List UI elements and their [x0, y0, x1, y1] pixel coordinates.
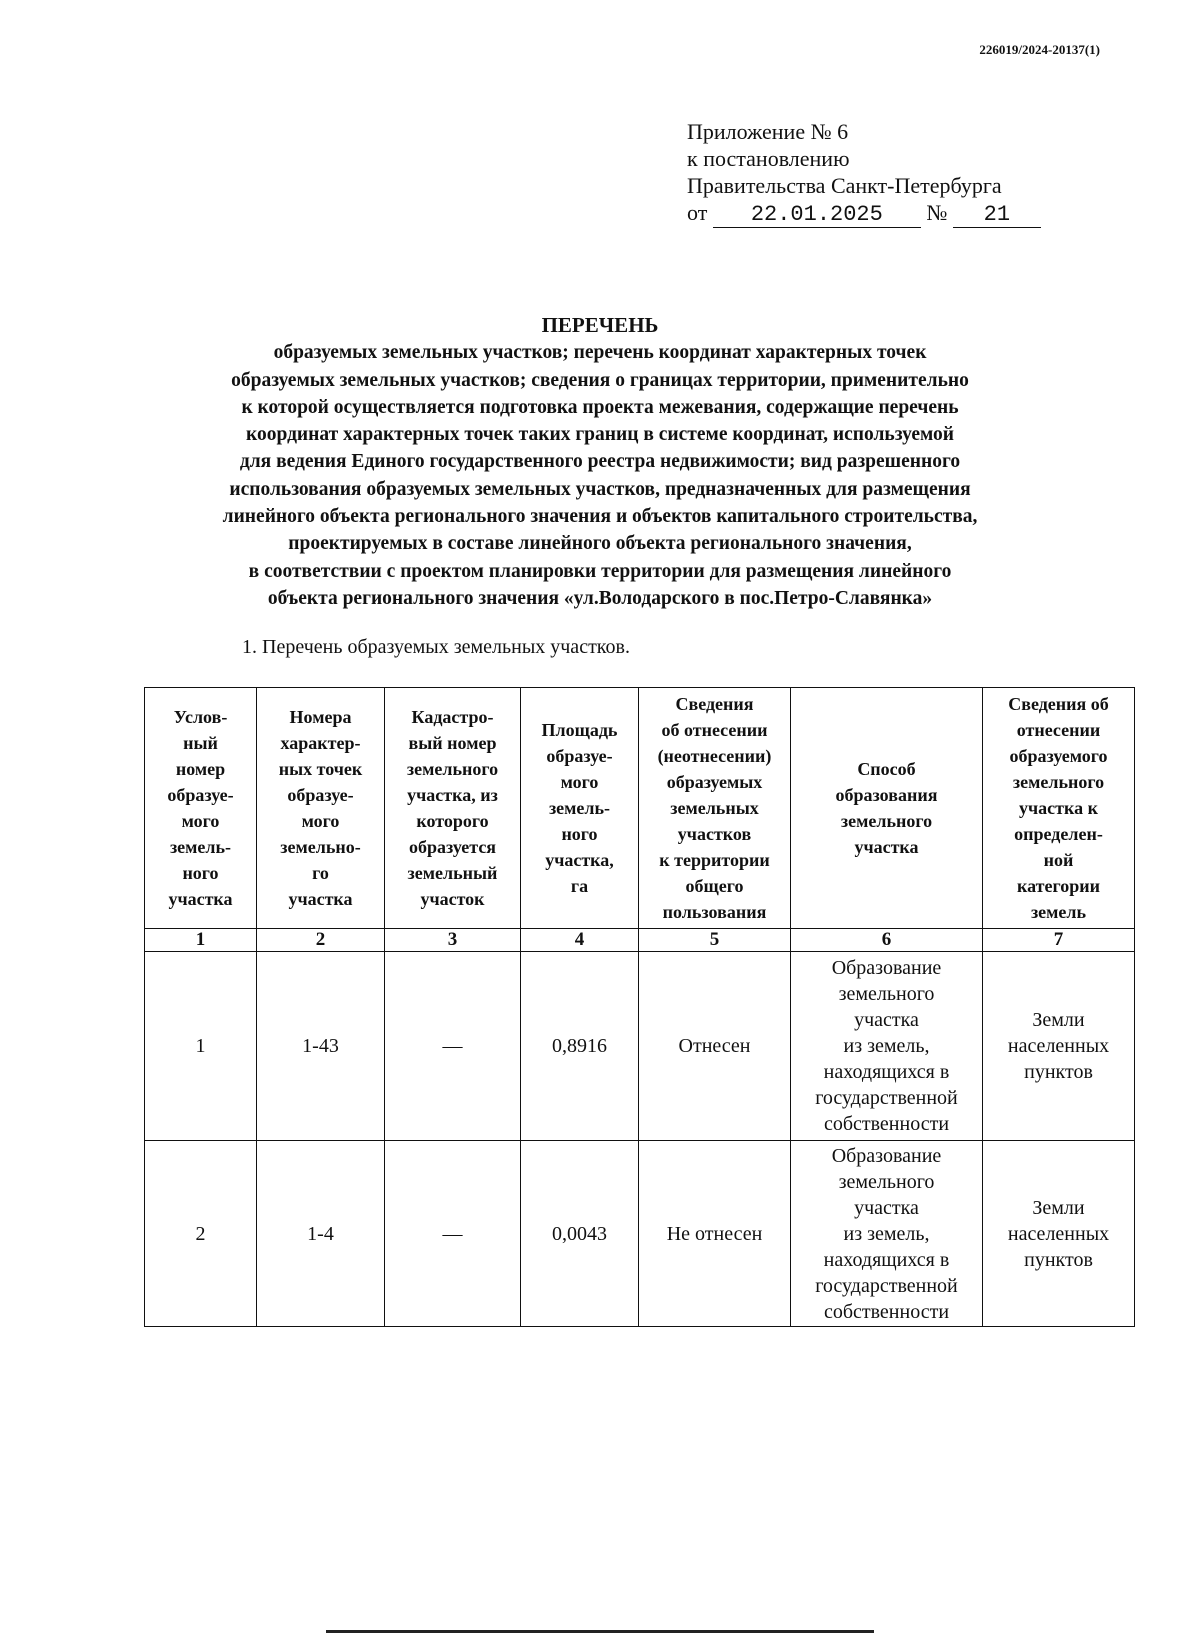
text-line: участка — [288, 889, 353, 909]
text-line: образуе- — [546, 746, 613, 766]
title-line: образуемых земельных участков; сведения о границах территории, применительно — [231, 369, 969, 391]
text-line: Кадастро- — [411, 707, 494, 727]
text-line: образуе- — [167, 785, 234, 805]
appendix-date-line — [687, 199, 1041, 228]
text-line: Площадь — [541, 720, 618, 740]
text-line: Образование — [831, 1144, 942, 1167]
text-line: земельного — [838, 983, 935, 1005]
text-line: ного — [182, 863, 219, 883]
header-points — [257, 688, 385, 929]
header-method — [791, 688, 983, 929]
text-line: находящихся в — [823, 1248, 950, 1271]
appendix-title: Приложение № 6 — [687, 119, 849, 144]
text-line: земельных — [670, 798, 759, 818]
title-heading: ПЕРЕЧЕНЬ — [541, 313, 659, 337]
text-line: Образование — [831, 957, 942, 979]
cell-points: 1-4 — [257, 1141, 385, 1327]
column-number: 6 — [791, 929, 983, 952]
text-line: населенных — [1007, 1035, 1110, 1057]
text-line: к территории — [659, 850, 770, 870]
text-line: из земель, — [843, 1222, 930, 1245]
text-line: земельного — [1012, 772, 1105, 792]
column-number: 1 — [145, 929, 257, 952]
title-line: образуемых земельных участков; перечень координат характерных точек — [273, 342, 927, 364]
cell-public-use: Не отнесен — [639, 1141, 791, 1327]
cell-cadastral: — — [385, 952, 521, 1141]
text-line: участка — [854, 837, 919, 857]
cell-category — [983, 952, 1135, 1141]
column-number: 5 — [639, 929, 791, 952]
title-line: объекта регионального значения «ул.Володарского в пос.Петро-Славянка» — [267, 587, 933, 609]
text-line: участка к — [1019, 798, 1098, 818]
text-line: из земель, — [843, 1035, 930, 1057]
appendix-authority: Правительства Санкт-Петербурга — [687, 173, 1002, 198]
text-line: Земли — [1032, 1009, 1085, 1031]
text-line: населенных — [1007, 1222, 1110, 1245]
column-number: 4 — [521, 929, 639, 952]
header-area — [521, 688, 639, 929]
text-line: земельный — [407, 863, 498, 883]
column-number-row — [145, 929, 1135, 952]
header-public-use — [639, 688, 791, 929]
text-line: собственности — [823, 1300, 950, 1323]
text-line: земель- — [169, 837, 232, 857]
text-line: образуемых — [666, 772, 763, 792]
text-line: Сведения — [675, 694, 754, 714]
text-line: участка — [168, 889, 233, 909]
text-line: пунктов — [1024, 1061, 1093, 1083]
title-line: использования образуемых земельных участков, предназначенных для размещения — [229, 478, 971, 500]
text-line: пунктов — [1024, 1248, 1093, 1271]
text-line: участка, — [545, 850, 614, 870]
cell-plot-id: 1 — [145, 952, 257, 1141]
text-line: участка — [854, 1196, 919, 1219]
text-line: мого — [181, 811, 220, 831]
cell-category — [983, 1141, 1135, 1327]
text-line: образуемого — [1009, 746, 1108, 766]
title-line: к которой осуществляется подготовка проекта межевания, содержащие перечень — [241, 396, 959, 418]
text-line: вый номер — [408, 733, 497, 753]
header-plot-id — [145, 688, 257, 929]
scan-edge-line — [326, 1630, 874, 1633]
number-label: № — [926, 200, 948, 225]
text-line: ного — [561, 824, 598, 844]
text-line: (неотнесении) — [657, 746, 772, 766]
text-line: земельного — [406, 759, 499, 779]
cell-public-use: Отнесен — [639, 952, 791, 1141]
text-line: государственной — [815, 1087, 958, 1109]
text-line: мого — [560, 772, 599, 792]
cell-points: 1-43 — [257, 952, 385, 1141]
text-line: земельного — [840, 811, 933, 831]
text-line: образования — [835, 785, 938, 805]
text-line: характер- — [280, 733, 361, 753]
appendix-reference: к постановлению — [687, 146, 850, 171]
text-line: образуе- — [287, 785, 354, 805]
text-line: номер — [175, 759, 226, 779]
text-line: земельного — [838, 1170, 935, 1193]
text-line: ный — [183, 733, 218, 753]
text-line: общего — [685, 876, 744, 896]
text-line: го — [312, 863, 329, 883]
text-line: участка — [854, 1009, 919, 1031]
appendix-block — [687, 118, 1041, 228]
from-label: от — [687, 200, 708, 225]
text-line: находящихся в — [823, 1061, 950, 1083]
text-line: земель — [1030, 902, 1087, 922]
text-line: отнесении — [1016, 720, 1101, 740]
text-line: Номера — [289, 707, 352, 727]
text-line: ных точек — [278, 759, 363, 779]
table-row — [145, 952, 1135, 1141]
document-title — [150, 312, 1050, 612]
text-line: пользования — [662, 902, 767, 922]
title-line: проектируемых в составе линейного объекта регионального значения, — [288, 533, 912, 555]
header-category — [983, 688, 1135, 929]
text-line: образуется — [408, 837, 497, 857]
text-line: земельно- — [280, 837, 361, 857]
cell-cadastral: — — [385, 1141, 521, 1327]
cell-method — [791, 952, 983, 1141]
title-line: координат характерных точек таких границ в системе координат, используемой — [246, 424, 954, 446]
cell-area: 0,0043 — [521, 1141, 639, 1327]
column-number: 7 — [983, 929, 1135, 952]
text-line: земель- — [548, 798, 611, 818]
title-line: в соответствии с проектом планировки территории для размещения линейного — [248, 560, 952, 582]
text-line: Услов- — [173, 707, 228, 727]
text-line: категории — [1017, 876, 1100, 896]
resolution-date: 22.01.2025 — [713, 203, 921, 228]
cell-plot-id: 2 — [145, 1141, 257, 1327]
text-line: мого — [301, 811, 340, 831]
resolution-number: 21 — [953, 203, 1041, 228]
text-line: га — [570, 876, 589, 896]
header-cadastral — [385, 688, 521, 929]
cell-method — [791, 1141, 983, 1327]
column-number: 2 — [257, 929, 385, 952]
text-line: участка, из — [407, 785, 498, 805]
text-line: участков — [677, 824, 752, 844]
title-line: линейного объекта регионального значения и объектов капитального строительства, — [222, 506, 978, 528]
table-row — [145, 1141, 1135, 1327]
text-line: определен- — [1014, 824, 1103, 844]
section-title: 1. Перечень образуемых земельных участков. — [242, 636, 630, 658]
text-line: участок — [420, 889, 485, 909]
cell-area: 0,8916 — [521, 952, 639, 1141]
text-line: ной — [1043, 850, 1074, 870]
text-line: государственной — [815, 1274, 958, 1297]
text-line: Земли — [1032, 1196, 1085, 1219]
text-line: Сведения об — [1008, 694, 1109, 714]
text-line: которого — [416, 811, 489, 831]
document-id: 226019/2024-20137(1) — [979, 42, 1100, 57]
title-line: для ведения Единого государственного реестра недвижимости; вид разрешенного — [239, 451, 961, 473]
text-line: собственности — [823, 1113, 950, 1135]
land-plots-table — [144, 687, 1135, 1327]
column-number: 3 — [385, 929, 521, 952]
text-line: Способ — [857, 759, 916, 779]
table-header-row — [145, 688, 1135, 929]
text-line: об отнесении — [661, 720, 768, 740]
